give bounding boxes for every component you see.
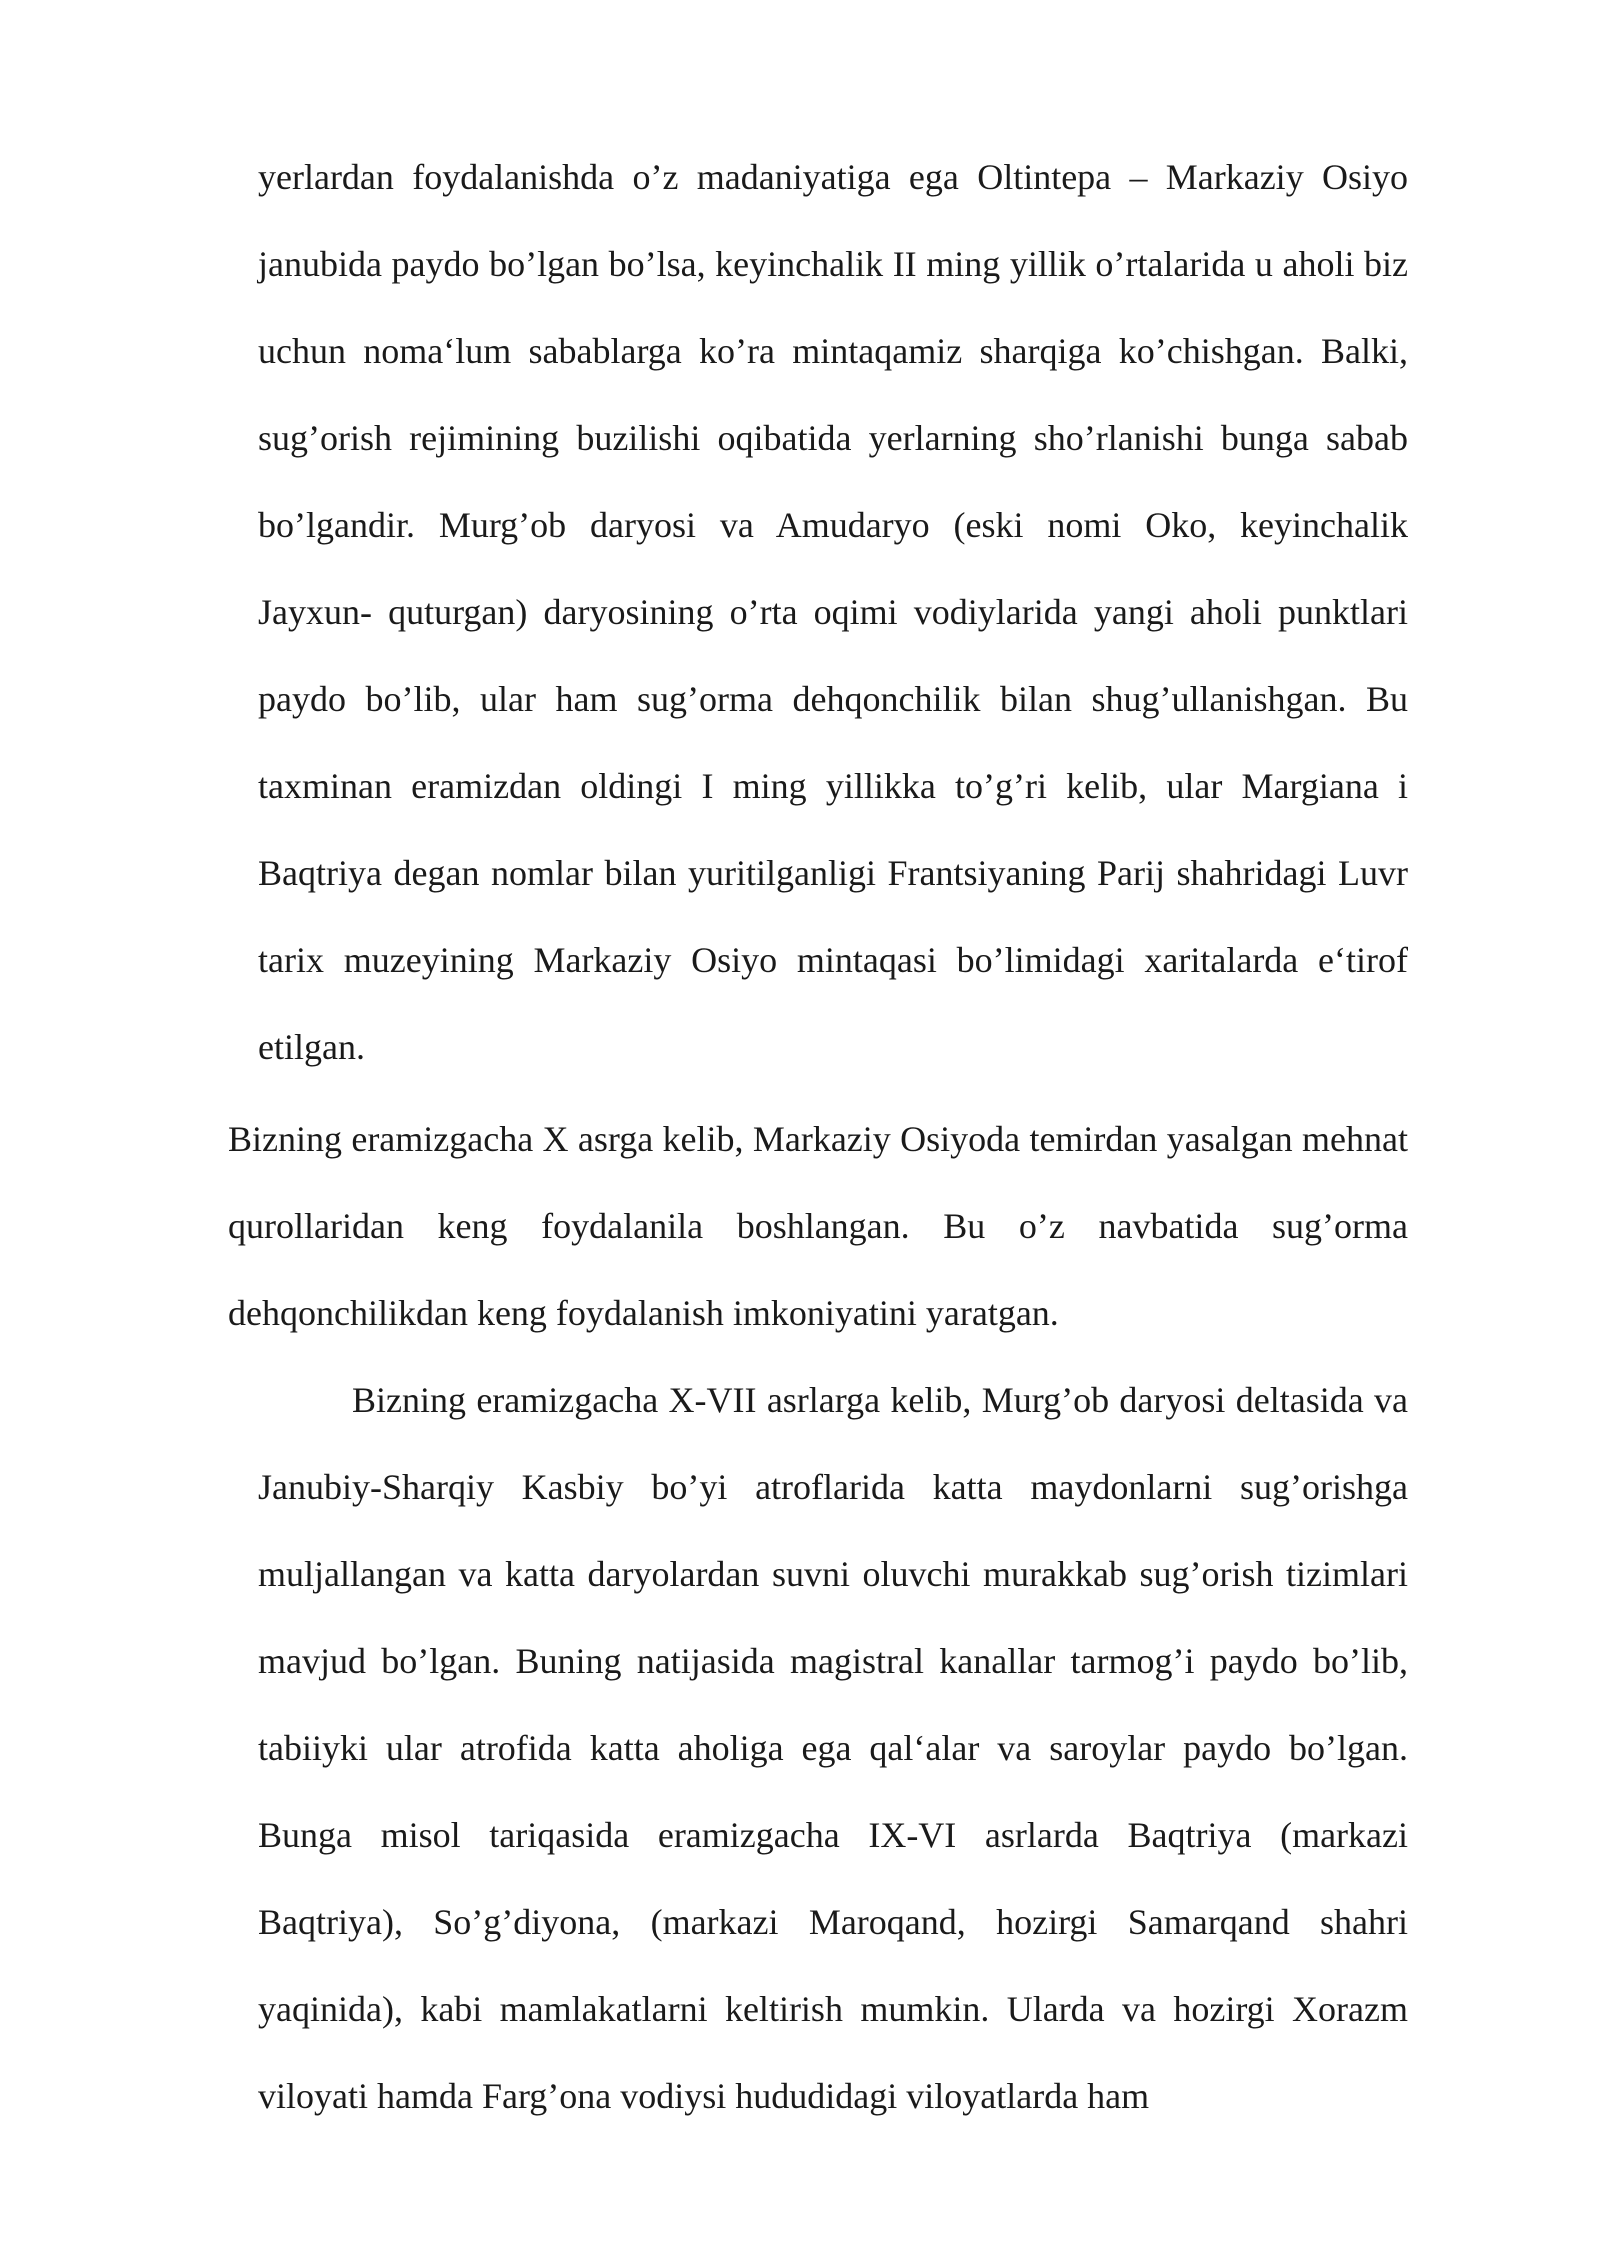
paragraph-block-2 <box>228 1096 1408 1357</box>
paragraph-block-1 <box>228 134 1408 1091</box>
paragraph-text: Bizning eramizgacha X-VII asrlarga kelib, Murg’ob daryosi deltasida va Janubiy-Sharqiy Kasbiy bo’yi atroflarida katta maydonlarni sug’orishga muljallangan va katta daryolardan suvni oluvchi murakkab sug’orish tizimlari mavjud bo’lgan. Buning natijasida magistral kanallar tarmog’i paydo bo’lib, tabiiyki ular atrofida katta aholiga ega qal‘alar va saroylar paydo bo’lgan. Bunga misol tariqasida eramizgacha IX-VI asrlarda Baqtriya (markazi Baqtriya), So’g’diyona, (markazi Maroqand, hozirgi Samarqand shahri yaqinida), kabi mamlakatlarni keltirish mumkin. Ularda va hozirgi Xorazm viloyati hamda Farg’ona vodiysi hududidagi viloyatlarda ham <box>258 1380 1408 2116</box>
paragraph-text: Bizning eramizgacha X asrga kelib, Markaziy Osiyoda temirdan yasalgan mehnat qurollaridan keng foydalanila boshlangan. Bu o’z navbatida sug’orma dehqonchilikdan keng foydalanish imkoniyatini yaratgan. <box>228 1119 1408 1333</box>
paragraph-text: yerlardan foydalanishda o’z madaniyatiga ega Oltintepa – Markaziy Osiyo janubida paydo bo’lgan bo’lsa, keyinchalik II ming yillik o’rtalarida u aholi biz uchun noma‘lum sabablarga ko’ra mintaqamiz sharqiga ko’chishgan. Balki, sug’orish rejimining buzilishi oqibatida yerlarning sho’rlanishi bunga sabab bo’lgandir. Murg’ob daryosi va Amudaryo (eski nomi Oko, keyinchalik Jayxun- quturgan) daryosining o’rta oqimi vodiylarida yangi aholi punktlari paydo bo’lib, ular ham sug’orma dehqonchilik bilan shug’ullanishgan. Bu taxminan eramizdan oldingi I ming yillikka to’g’ri kelib, ular Margiana i Baqtriya degan nomlar bilan yuritilganligi Frantsiyaning Parij shahridagi Luvr tarix muzeyining Markaziy Osiyo mintaqasi bo’limidagi xaritalarda e‘tirof etilgan. <box>258 157 1408 1067</box>
paragraph-block-3 <box>228 1357 1408 2140</box>
